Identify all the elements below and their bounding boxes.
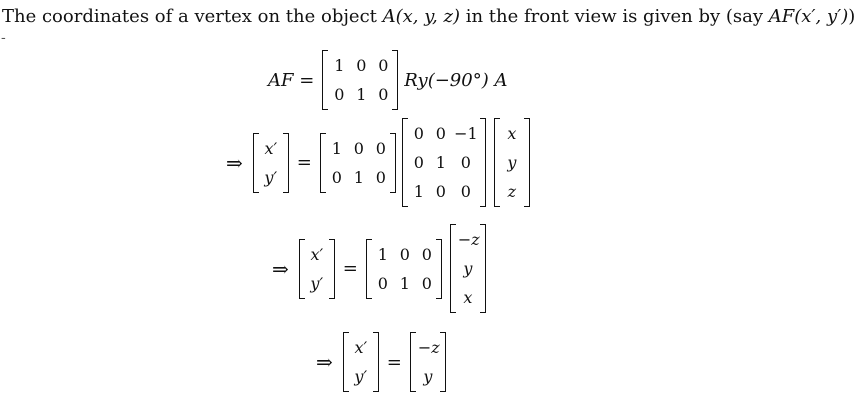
matrix-cell: 0 (334, 85, 345, 104)
eq2-point-vector (494, 118, 530, 207)
matrix-cell: 0 (435, 124, 446, 143)
intro-point: A(x, y, z) (382, 6, 460, 27)
eq1-matrix (322, 50, 398, 110)
matrix-cell: 1 (356, 85, 367, 104)
matrix-cell: 0 (460, 182, 471, 201)
eq4-result-vector (410, 332, 446, 392)
vector-cell: x (507, 124, 517, 143)
equals-sign: = (296, 152, 312, 173)
stray-dash: - (1, 30, 6, 46)
matrix-cell: −1 (454, 124, 478, 143)
matrix-cell: 1 (334, 56, 345, 75)
matrix-cell: 0 (356, 56, 367, 75)
vector-cell: y (423, 367, 433, 386)
vector-cell: x (463, 288, 473, 307)
matrix-cell: 1 (331, 138, 342, 158)
implies-arrow: ⇒ (316, 350, 333, 374)
vector-cell: −z (457, 230, 480, 249)
intro-text: The coordinates of a vertex on the object (2, 6, 383, 27)
intro-sentence (2, 6, 855, 27)
matrix-cell: 0 (421, 273, 432, 293)
vector-cell: z (507, 182, 517, 201)
eq2-projection-matrix (320, 133, 396, 193)
equation-4 (316, 332, 446, 392)
matrix-cell: 1 (377, 244, 388, 264)
matrix-cell: 1 (413, 182, 424, 201)
matrix-cell: 0 (460, 153, 471, 172)
intro-close: ) (848, 6, 855, 27)
matrix-cell: 1 (435, 153, 446, 172)
vector-cell: y′ (264, 167, 278, 187)
eq3-result-vector (450, 224, 486, 313)
equation-1 (268, 50, 507, 110)
equals-sign: = (342, 258, 358, 279)
intro-point-front: AF(x′, y′) (768, 6, 849, 27)
matrix-cell: 1 (399, 273, 410, 293)
matrix-cell: 0 (413, 153, 424, 172)
matrix-cell: 0 (378, 85, 389, 104)
implies-arrow: ⇒ (272, 256, 289, 281)
matrix-cell: 0 (353, 138, 364, 158)
equals-sign: = (386, 351, 402, 373)
eq3-lhs-vector (299, 239, 335, 299)
implies-arrow: ⇒ (226, 150, 243, 175)
equation-2 (226, 118, 530, 207)
matrix-cell: 0 (375, 138, 386, 158)
vector-cell: y (463, 259, 473, 278)
eq1-rhs: Ry(−90°) A (404, 69, 508, 91)
equation-3 (272, 224, 486, 313)
matrix-cell: 0 (375, 167, 386, 187)
eq2-lhs-vector (253, 133, 289, 193)
vector-cell: x′ (264, 138, 278, 158)
vector-cell: x′ (354, 338, 368, 357)
vector-cell: y′ (354, 367, 368, 386)
matrix-cell: 1 (353, 167, 364, 187)
matrix-cell: 0 (435, 182, 446, 201)
vector-cell: y′ (310, 273, 324, 293)
eq2-rotation-matrix (402, 118, 486, 207)
vector-cell: −z (417, 338, 440, 357)
matrix-cell: 0 (378, 56, 389, 75)
matrix-cell: 0 (421, 244, 432, 264)
vector-cell: x′ (310, 244, 324, 264)
eq3-projection-matrix (366, 239, 442, 299)
matrix-cell: 0 (377, 273, 388, 293)
matrix-cell: 0 (331, 167, 342, 187)
vector-cell: y (507, 153, 517, 172)
eq4-lhs-vector (343, 332, 379, 392)
matrix-cell: 0 (413, 124, 424, 143)
intro-mid: in the front view is given by (say (459, 6, 769, 27)
matrix-cell: 0 (399, 244, 410, 264)
eq1-lhs: AF = (268, 69, 315, 91)
